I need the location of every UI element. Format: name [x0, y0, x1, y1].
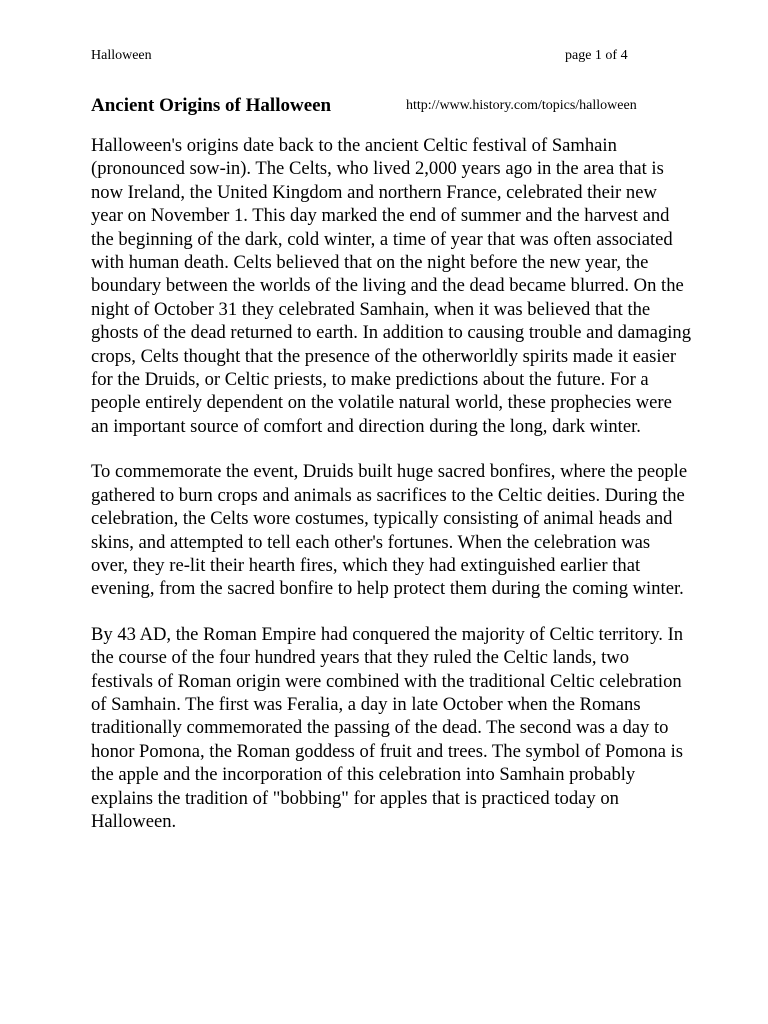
paragraph-bonfires: To commemorate the event, Druids built huge sacred bonfires, where the people gathered to burn crops and animals as sacrifices to the Celtic deities. During the celebration, the Celts wore costumes, typically consisting of animal heads and skins, and attempted to tell each other's fortunes. When the celebration was over, they re-lit their hearth fires, which they had extinguished earlier that evening, from the sacred bonfire to help protect them during the coming winter. — [91, 461, 688, 600]
paragraph-samhain-origins: Halloween's origins date back to the ancient Celtic festival of Samhain (pronounced sow-in). The Celts, who lived 2,000 years ago in the area that is now Ireland, the United Kingdom and northern France, celebrated their new year on November 1. This day marked the end of summer and the harvest and the beginning of the dark, cold winter, a time of year that was often associated with human death. Celts believed that on the night before the new year, the boundary between the worlds of the living and the dead became blurred. On the night of October 31 they celebrated Samhain, when it was believed that the ghosts of the dead returned to earth. In addition to causing trouble and damaging crops, Celts thought that the presence of the otherworldly spirits made it easier for the Druids, or Celtic priests, to make predictions about the future. For a people entirely dependent on the volatile natural world, these prophecies were an important source of comfort and direction during the long, dark winter. — [91, 135, 692, 437]
running-header-title: Halloween — [91, 48, 152, 63]
article-body — [91, 134, 691, 855]
paragraph-roman-festivals: By 43 AD, the Roman Empire had conquered the majority of Celtic territory. In the course of the four hundred years that they ruled the Celtic lands, two festivals of Roman origin were combined with the traditional Celtic celebration of Samhain. The first was Feralia, a day in late October when the Romans traditionally commemorated the passing of the dead. The second was a day to honor Pomona, the Roman goddess of fruit and trees. The symbol of Pomona is the apple and the incorporation of this celebration into Samhain probably explains the tradition of "bobbing" for apples that is practiced today on Halloween. — [91, 623, 684, 832]
page-number: page 1 of 4 — [565, 48, 628, 63]
article-title: Ancient Origins of Halloween — [91, 95, 332, 116]
source-url: http://www.history.com/topics/halloween — [406, 98, 637, 113]
